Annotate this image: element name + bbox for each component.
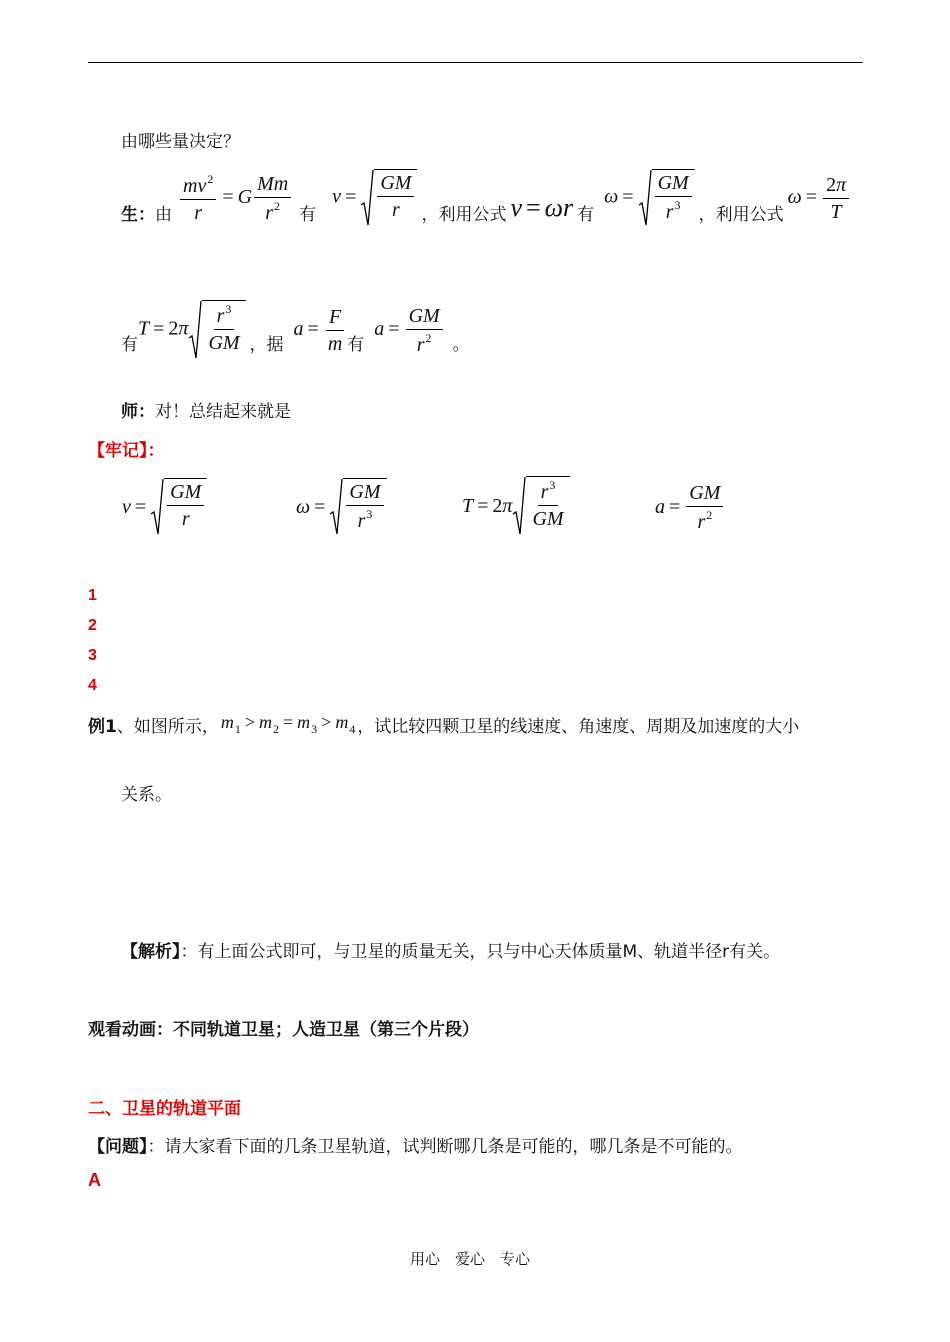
example-label: 例1 — [88, 716, 117, 737]
word-using-1: ，利用公式 — [421, 204, 507, 225]
option-a-label: A — [88, 1170, 101, 1190]
formula-a-force: a = $\frac{F}{m}$ — [293, 305, 343, 355]
analysis-line — [121, 937, 780, 962]
word-by: 由 — [155, 204, 172, 225]
word-you-1: 有 — [299, 204, 317, 225]
animation-note: 观看动画：不同轨道卫星；人造卫星（第三个片段） — [88, 1020, 479, 1040]
analysis-label: 【解析】 — [121, 942, 181, 962]
word-using-2: ，利用公式 — [698, 204, 784, 225]
analysis-text: ：有上面公式即可，与卫星的质量无关，只与中心天体质量M、轨道半径r有关。 — [180, 942, 781, 962]
formula-v: v = $\frac{GM}{r}$ — [332, 169, 417, 227]
intro-text: 由哪些量决定？ — [121, 132, 240, 152]
list-number-2: 2 — [88, 617, 97, 634]
teacher-line — [121, 397, 291, 422]
summary-a: a = $\frac{GM}{r^2}$ — [655, 482, 725, 533]
word-you-3: 有 — [121, 334, 138, 355]
list-number-1: 1 — [88, 587, 97, 604]
summary-v: v = $\frac{GM}{r}$ — [122, 478, 207, 536]
word-ju: ，据 — [249, 334, 284, 355]
formula-v-omega-r: v = ωr — [510, 193, 574, 222]
formula-period: T = 2π $\frac{r^3}{GM}$ — [138, 300, 246, 360]
formula-centripetal: $\frac{mv^2}{r}$ = G $\frac{Mm}{r^2}$ — [178, 173, 293, 224]
summary-period: T = 2 π $\frac{r^3}{GM}$ — [462, 476, 570, 536]
student-derivation-line-2 — [121, 297, 470, 363]
question-line — [88, 1132, 743, 1157]
teacher-text: 对！总结起来就是 — [155, 402, 291, 422]
word-you-4: 有 — [347, 334, 365, 355]
example-text-line-2: 关系。 — [121, 785, 172, 805]
teacher-label: 师： — [121, 402, 155, 422]
word-you-2: 有 — [577, 204, 595, 225]
student-label: 生： — [121, 204, 155, 225]
question-text: ：请大家看下面的几条卫星轨道，试判断哪几条是可能的，哪几条是不可能的。 — [147, 1137, 743, 1157]
section-title: 二、卫星的轨道平面 — [88, 1099, 241, 1119]
formula-a: a = $\frac{GM}{r^2}$ — [374, 305, 444, 356]
student-derivation-line-1 — [121, 166, 851, 230]
page-footer: 用心 爱心 专心 — [410, 1250, 531, 1268]
formula-omega: ω = $\frac{GM}{r^3}$ — [604, 169, 695, 227]
summary-omega: ω = $\frac{GM}{r^3}$ — [296, 478, 387, 536]
list-number-3: 3 — [88, 647, 97, 664]
header-rule — [88, 62, 863, 63]
period-mark: 。 — [452, 334, 470, 355]
example-text-after: ，试比较四颗卫星的线速度、角速度、周期及加速度的大小 — [357, 716, 800, 737]
formula-mass-relation: $m_1 > m_2 = m_3 > m_4$ — [220, 711, 356, 736]
example-1 — [88, 704, 799, 744]
question-label: 【问题】 — [88, 1137, 148, 1157]
remember-label: 【牢记】： — [88, 441, 165, 461]
formula-omega-period: ω = $\frac{2\pi}{T}$ — [788, 174, 851, 223]
list-number-4: 4 — [88, 677, 97, 694]
example-text-before: 、如图所示， — [116, 716, 219, 737]
